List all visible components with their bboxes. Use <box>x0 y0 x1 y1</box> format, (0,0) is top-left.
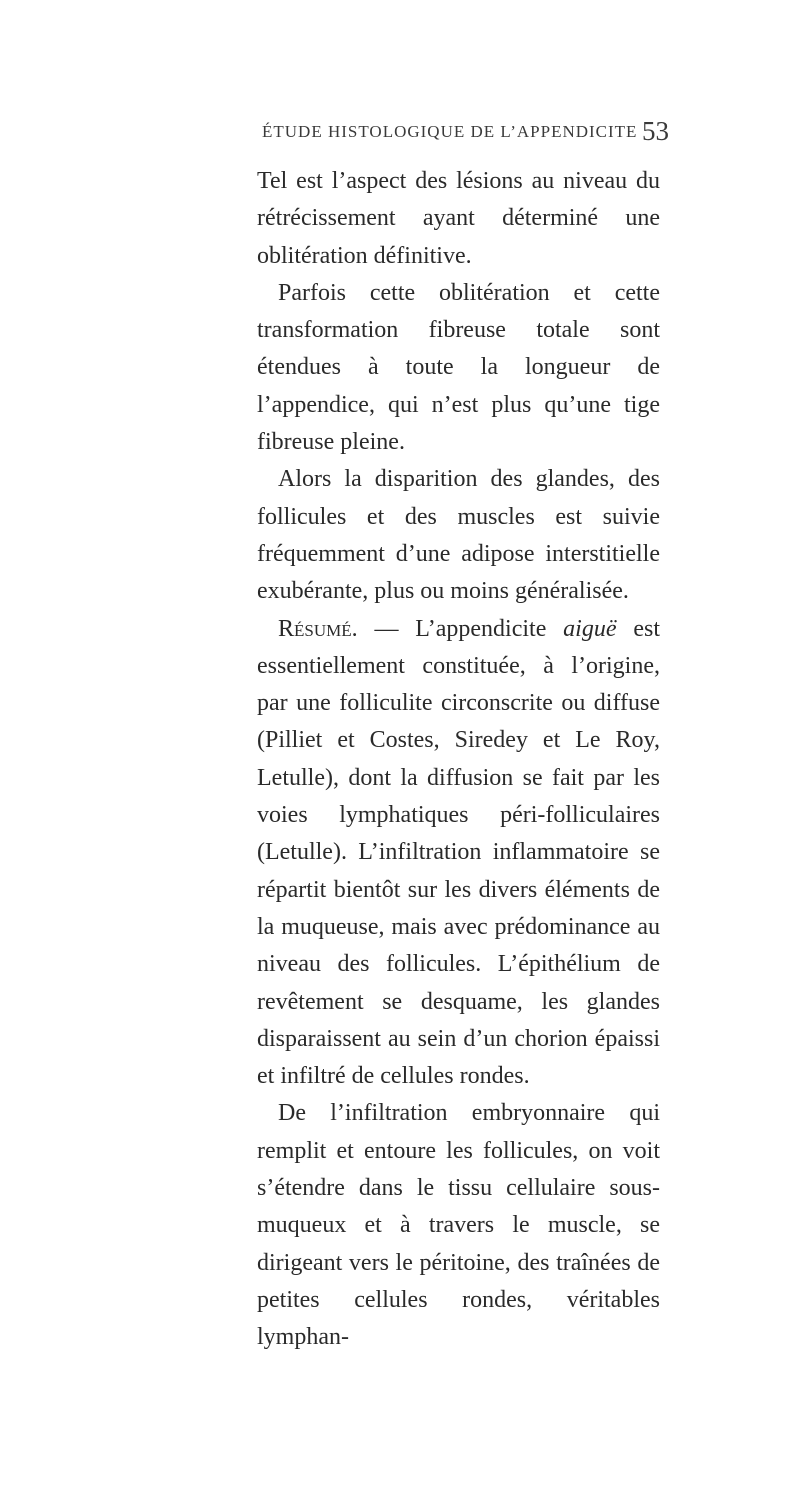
paragraph-stricture: Tel est l’aspect des lésions au niveau du rétrécissement ayant déterminé une oblitération définitive. <box>257 168 660 269</box>
summary-lead: Résumé. <box>278 615 358 642</box>
paragraph-infiltration: De l’infiltration embryonnaire qui remplit et entoure les follicules, on voit s’étendre dans le tissu cellulaire sous-muqueux et à travers le muscle, se dirigeant vers le péritoine, des traînées de petites cellules rondes, véritables lymphan- <box>257 1100 660 1351</box>
running-head <box>262 116 669 156</box>
page-number: 53 <box>642 116 669 146</box>
summary-intro: — L’appendicite <box>357 615 564 642</box>
running-title: ÉTUDE HISTOLOGIQUE DE L’APPENDICITE <box>262 122 638 141</box>
summary-emphasis: aiguë <box>563 615 617 642</box>
summary-body: est essentiellement constituée, à l’origine, par une folliculite circonscrite ou diffuse (Pilliet et Costes, Siredey et Le Roy, Letulle), dont la diffusion se fait par les voies lymphatiques péri-folliculaires (Letulle). L’infiltration inflammatoire se répartit bientôt sur les divers éléments de la muqueuse, mais avec prédominance au niveau des follicules. L’épithélium de revêtement se desquame, les glandes disparaissent au sein d’un chorion épaissi et infiltré de cellules rondes. <box>257 615 660 1090</box>
paragraph-fibrous-transformation: Parfois cette oblitération et cette transformation fibreuse totale sont étendues à toute la longueur de l’appendice, qui n’est plus qu’une tige fibreuse pleine. <box>257 279 660 456</box>
paragraph-adipose: Alors la disparition des glandes, des follicules et des muscles est suivie fréquemment d’une adipose interstitielle exubérante, plus ou moins généralisée. <box>257 466 660 605</box>
paragraph-summary <box>257 611 660 1096</box>
body-text <box>257 163 660 1357</box>
